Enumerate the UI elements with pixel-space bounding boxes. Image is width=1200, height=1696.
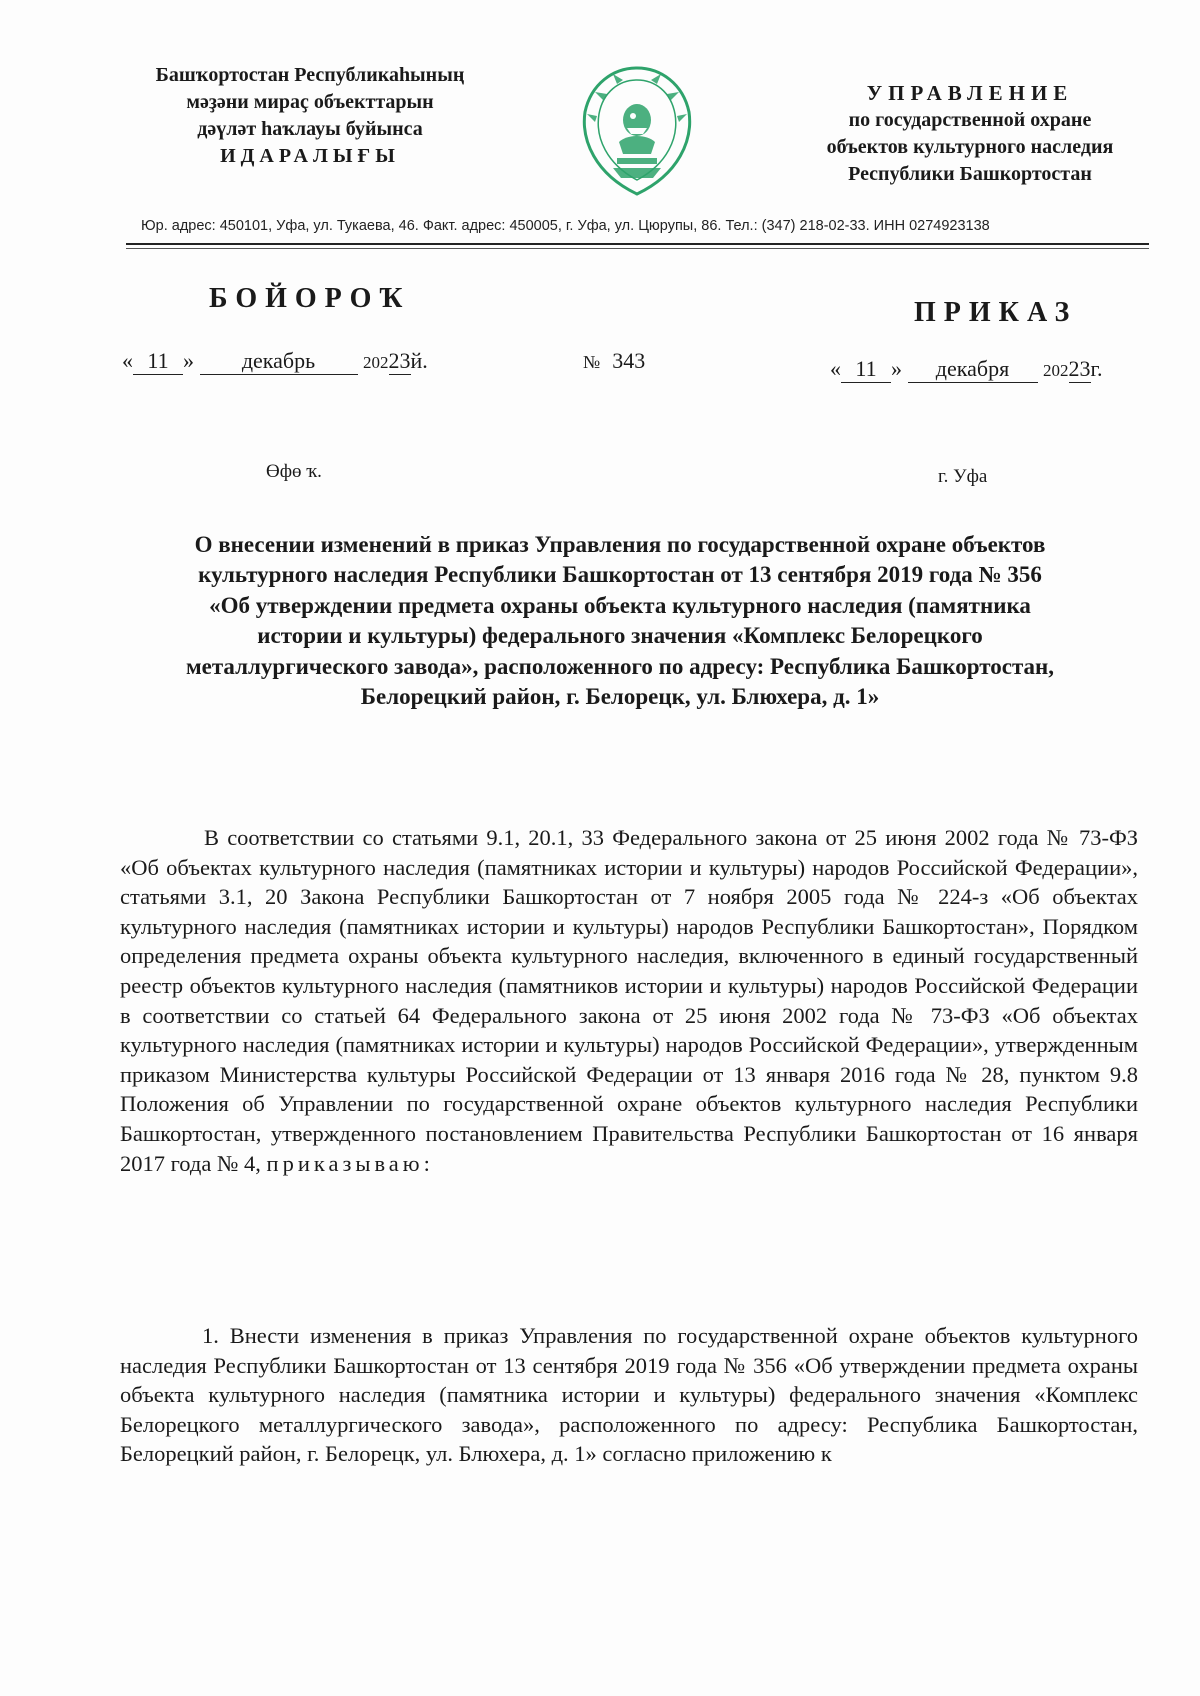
address-line: Юр. адрес: 450101, Уфа, ул. Тукаева, 46. Факт. адрес: 450005, г. Уфа, ул. Цюрупы, 86. Тел.: (347) 218-02-33. ИНН 0274923138: [141, 218, 990, 234]
header-ru-line-4: Республики Башкортостан: [848, 163, 1092, 185]
body-p1-text: В соответствии со статьями 9.1, 20.1, 33 Федерального закона от 25 июня 2002 года № 73-ФЗ «Об объектах культурного наследия (памятниках истории и культуры) народов Российской Федерации», статьями 3.1, 20 Закона Республики Башкортостан от 7 ноября 2005 года № 224-з «Об объектах культурного наследия (памятниках истории и культуры) народов Республики Башкортостан», Порядком определения предмета охраны объекта культурного наследия, включенного в единый государственный реестр объектов культурного наследия (памятников истории и культуры) народов Российской Федерации в соответствии со статьей 64 Федерального закона от 25 июня 2002 года № 73-ФЗ «Об объектах культурного наследия (памятниках истории и культуры) народов Российской Федерации», утвержденным приказом Министерства культуры Российской Федерации от 13 января 2016 года № 28, пунктом 9.8 Положения об Управлении по государственной охране объектов культурного наследия Республики Башкортостан, утвержденного постановлением Правительства Республики Башкортостан от 16 января 2017 года № 4,: [120, 825, 1138, 1176]
date-ru-month: декабря: [908, 356, 1038, 383]
date-ba-quote-open: «: [122, 348, 133, 373]
date-ru-abbr: г.: [1090, 356, 1103, 381]
header-ba-line-2: мәҙәни мираҫ объекттарын: [186, 91, 434, 113]
body-p1-order-word: приказываю:: [266, 1150, 434, 1176]
date-ba-day: 11: [133, 348, 183, 375]
date-bashkir: [122, 348, 428, 375]
date-ru-quote-open: «: [830, 356, 841, 381]
header-ba-line-3: дәүләт һаҡлауы буйынса: [197, 118, 423, 140]
order-title-russian: ПРИКАЗ: [914, 297, 1078, 328]
order-number: [583, 348, 645, 374]
order-title-bashkir: БОЙОРОҠ: [209, 283, 411, 314]
number-value: 343: [612, 348, 646, 373]
body-paragraph-2: 1. Внести изменения в приказ Управления по государственной охране объектов культурного наследия Республики Башкортостан от 13 сентября 2019 года № 356 «Об утверждении предмета охраны объекта культурного наследия (памятника истории и культуры) федерального значения «Комплекс Белорецкого металлургического завода», расположенного по адресу: Республика Башкортостан, Белорецкий район, г. Белорецк, ул. Блюхера, д. 1» согласно приложению к: [120, 1323, 1138, 1467]
header-russian-block: [790, 80, 1150, 188]
header-ba-line-1: Башҡортостан Республикаһының: [155, 64, 465, 86]
date-ba-abbr: й.: [410, 348, 428, 373]
date-ru-year-suffix: 23: [1068, 356, 1091, 381]
city-bashkir: Өфө ҡ.: [266, 461, 322, 482]
header-rule-thin: [126, 248, 1149, 249]
date-ba-year-suffix: 23: [388, 348, 411, 373]
date-ba-month: декабрь: [200, 348, 358, 375]
date-russian: [830, 356, 1103, 383]
header-ru-line-2: по государственной охране: [848, 109, 1092, 131]
date-ru-quote-close: »: [891, 356, 902, 381]
header-bashkir-block: [110, 62, 510, 170]
header-ru-line-1: УПРАВЛЕНИЕ: [866, 81, 1074, 105]
header-ba-line-4: ИДАРАЛЫҒЫ: [220, 145, 400, 167]
date-ba-quote-close: »: [183, 348, 194, 373]
bashkortostan-emblem-icon: [573, 62, 701, 200]
header-rule-thick: [126, 243, 1149, 245]
header-ru-line-3: объектов культурного наследия: [826, 136, 1114, 158]
date-ba-year-prefix: 202: [363, 353, 389, 372]
date-ru-year-prefix: 202: [1043, 361, 1069, 380]
city-russian: г. Уфа: [938, 466, 988, 487]
date-ru-day: 11: [841, 356, 891, 383]
document-heading: О внесении изменений в приказ Управления по государственной охране объектов культурного наследия Республики Башкортостан от 13 сентября 2019 года № 356 «Об утверждении предмета охраны объекта культурного наследия (памятника истории и культуры) федерального значения «Комплекс Белорецкого металлургического завода», расположенного по адресу: Республика Башкортостан, Белорецкий район, г. Белорецк, ул. Блюхера, д. 1»: [185, 532, 1055, 710]
body-paragraph-1: [120, 823, 1138, 1178]
number-sign: №: [583, 352, 601, 372]
